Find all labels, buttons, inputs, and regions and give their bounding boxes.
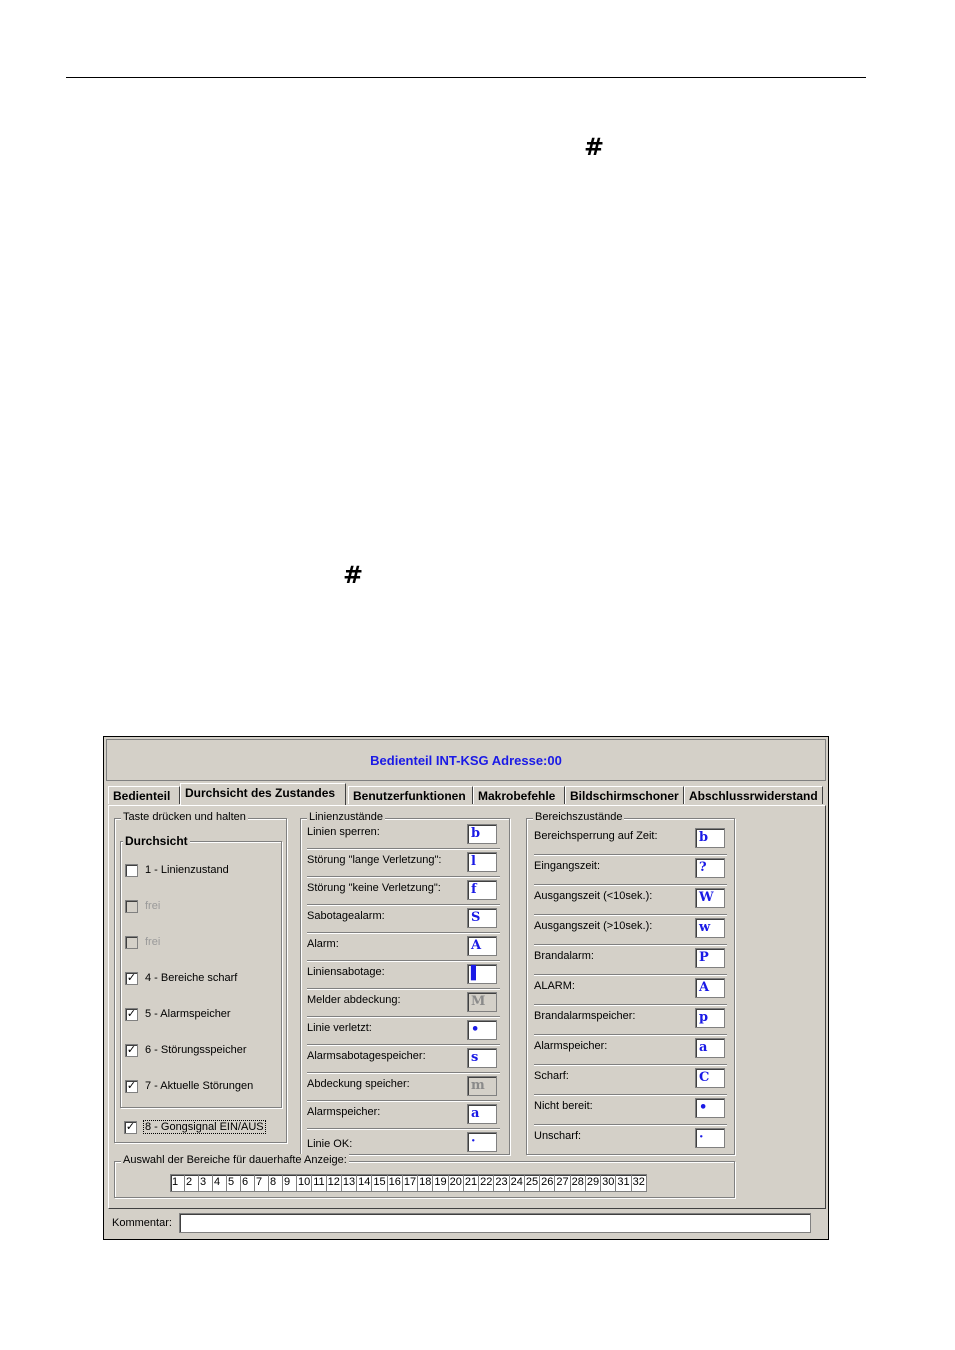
partition-number[interactable]: 15 <box>372 1175 387 1191</box>
partition-number[interactable]: 28 <box>571 1175 586 1191</box>
char-field[interactable]: • <box>467 1020 497 1040</box>
field-label: Alarm: <box>307 938 339 950</box>
keypad-config-window <box>103 736 829 1240</box>
bereich-row <box>534 945 727 975</box>
char-field[interactable]: b <box>695 828 725 848</box>
char-field[interactable]: b <box>467 824 497 844</box>
taste-group-title: Taste drücken und halten <box>123 811 246 823</box>
char-field[interactable]: · <box>695 1128 725 1148</box>
partition-number[interactable]: 32 <box>632 1176 645 1188</box>
header-rule <box>66 77 866 78</box>
partition-number[interactable]: 23 <box>494 1175 509 1191</box>
hash-symbol-middle: # <box>343 561 364 589</box>
field-label: Störung "keine Verletzung": <box>307 882 441 894</box>
partition-number[interactable]: 4 <box>213 1175 227 1191</box>
field-label: Alarmspeicher: <box>534 1040 608 1052</box>
linien-row <box>307 1101 500 1129</box>
char-field[interactable]: · <box>467 1132 497 1152</box>
checkbox-5[interactable]: ✓ <box>126 1007 137 1020</box>
field-label: Scharf: <box>534 1070 569 1082</box>
char-field[interactable]: S <box>467 908 497 928</box>
checkbox-row[interactable] <box>125 970 237 986</box>
checkbox-1[interactable] <box>125 864 138 877</box>
auswahl-title: Auswahl der Bereiche für dauerhafte Anzeige: <box>123 1154 347 1166</box>
field-label: Störung "lange Verletzung": <box>307 854 442 866</box>
tab-makrobefehle[interactable]: Makrobefehle <box>473 786 565 804</box>
linien-row <box>307 1129 500 1157</box>
partition-number[interactable]: 22 <box>479 1175 494 1191</box>
checkbox-row[interactable] <box>125 862 229 878</box>
field-label: Linien sperren: <box>307 826 380 838</box>
char-field[interactable]: A <box>467 936 497 956</box>
char-field[interactable]: f <box>467 880 497 900</box>
tab-panel <box>108 805 826 1209</box>
partition-number[interactable]: 27 <box>555 1175 570 1191</box>
checkbox-row[interactable] <box>125 1042 247 1058</box>
field-label: Alarmspeicher: <box>307 1106 381 1118</box>
char-field[interactable]: a <box>695 1038 725 1058</box>
checkbox-4[interactable]: ✓ <box>126 971 137 984</box>
field-label: Linie OK: <box>307 1138 353 1150</box>
checkbox-label: 4 - Bereiche scharf <box>145 972 238 984</box>
char-field[interactable]: • <box>695 1098 725 1118</box>
checkbox-label: frei <box>145 900 161 912</box>
checkbox-label: frei <box>145 936 161 948</box>
partition-number[interactable]: 21 <box>464 1175 479 1191</box>
partition-number[interactable]: 11 <box>312 1175 326 1191</box>
field-label: Sabotagealarm: <box>307 910 385 922</box>
linien-row <box>307 989 500 1017</box>
durchsicht-group-title: Durchsicht <box>125 834 188 848</box>
partition-number[interactable]: 2 <box>185 1175 199 1191</box>
kommentar-input[interactable] <box>179 1213 811 1233</box>
taste-group <box>114 811 287 1143</box>
checkbox-6[interactable]: ✓ <box>126 1043 137 1056</box>
tab-benutzerfunktionen[interactable]: Benutzerfunktionen <box>348 786 473 804</box>
partition-number[interactable]: 8 <box>269 1175 283 1191</box>
partition-number[interactable]: 1 <box>171 1175 185 1191</box>
char-field[interactable]: l <box>467 852 497 872</box>
partition-number[interactable]: 12 <box>327 1175 342 1191</box>
bereichszustaende-group <box>526 811 735 1155</box>
field-label: Eingangszeit: <box>534 860 601 872</box>
linien-row <box>307 877 500 905</box>
field-label: Ausgangszeit (<10sek.): <box>534 890 653 902</box>
partition-selector[interactable] <box>170 1174 647 1192</box>
field-label: Linie verletzt: <box>307 1022 372 1034</box>
tab-bedienteil[interactable]: Bedienteil <box>108 786 180 804</box>
checkbox-row[interactable] <box>124 1119 265 1135</box>
tab-bildschirmschoner[interactable]: Bildschirmschoner <box>565 786 684 804</box>
bereich-row <box>534 1035 727 1065</box>
checkbox-row <box>125 898 160 914</box>
linien-row <box>307 933 500 961</box>
bereich-row <box>534 1125 727 1155</box>
partition-number[interactable]: 7 <box>255 1175 269 1191</box>
linien-row <box>307 1017 500 1045</box>
partition-number[interactable]: 31 <box>616 1175 631 1191</box>
field-label: Unscharf: <box>534 1130 582 1142</box>
partition-number[interactable]: 29 <box>586 1175 601 1191</box>
partition-number[interactable]: 10 <box>297 1175 312 1191</box>
checkbox-3 <box>125 936 138 949</box>
char-field: M <box>467 992 497 1012</box>
checkbox-label: 7 - Aktuelle Störungen <box>145 1080 254 1092</box>
partition-number[interactable]: 3 <box>199 1175 213 1191</box>
char-field[interactable]: P <box>695 948 725 968</box>
partition-number[interactable]: 25 <box>525 1175 540 1191</box>
field-label: Melder abdeckung: <box>307 994 401 1006</box>
field-label: Brandalarmspeicher: <box>534 1010 636 1022</box>
partition-number[interactable]: 13 <box>342 1175 357 1191</box>
partition-number[interactable]: 24 <box>510 1175 525 1191</box>
checkbox-row <box>125 934 160 950</box>
window-header <box>106 739 826 781</box>
char-field[interactable]: a <box>467 1104 497 1124</box>
partition-number[interactable]: 30 <box>601 1175 616 1191</box>
partition-number[interactable]: 17 <box>403 1175 418 1191</box>
checkbox-gong[interactable]: ✓ <box>125 1120 136 1133</box>
partition-number[interactable]: 9 <box>283 1175 297 1191</box>
bereich-row <box>534 915 727 945</box>
linien-row <box>307 1073 500 1101</box>
hash-symbol-top: # <box>584 133 605 161</box>
bereich-row <box>534 855 727 885</box>
partition-number[interactable]: 18 <box>418 1175 433 1191</box>
linien-row <box>307 961 500 989</box>
linien-row <box>307 1045 500 1073</box>
partition-number[interactable]: 20 <box>449 1175 464 1191</box>
char-field[interactable]: C <box>695 1068 725 1088</box>
auswahl-group <box>114 1154 735 1198</box>
checkbox-label: 5 - Alarmspeicher <box>145 1008 231 1020</box>
char-field[interactable]: W <box>695 888 725 908</box>
bereich-row <box>534 975 727 1005</box>
checkbox-2 <box>125 900 138 913</box>
linienzustaende-group <box>300 811 510 1155</box>
partition-number[interactable]: 16 <box>388 1175 403 1191</box>
partition-number[interactable]: 26 <box>540 1175 555 1191</box>
char-field[interactable]: ▌ <box>467 964 497 984</box>
bereichszustaende-title: Bereichszustände <box>535 811 623 823</box>
bereich-row <box>534 825 727 855</box>
linien-row <box>307 821 500 849</box>
bereich-row <box>534 1005 727 1035</box>
partition-number[interactable]: 6 <box>241 1175 255 1191</box>
partition-number[interactable]: 14 <box>357 1175 372 1191</box>
partition-number[interactable]: 19 <box>433 1175 448 1191</box>
field-label: Abdeckung speicher: <box>307 1078 410 1090</box>
field-label: Nicht bereit: <box>534 1100 593 1112</box>
field-label: Brandalarm: <box>534 950 594 962</box>
checkbox-row[interactable] <box>125 1006 231 1022</box>
checkbox-label: 1 - Linienzustand <box>145 864 229 876</box>
kommentar-label: Kommentar: <box>112 1217 172 1229</box>
linien-row <box>307 849 500 877</box>
linien-row <box>307 905 500 933</box>
field-label: Bereichsperrung auf Zeit: <box>534 830 658 842</box>
durchsicht-group <box>120 834 282 1108</box>
char-field[interactable]: s <box>467 1048 497 1068</box>
checkbox-7[interactable]: ✓ <box>126 1079 137 1092</box>
window-title: Bedienteil INT-KSG Adresse:00 <box>370 753 562 768</box>
tab-abschlussrwiderstand[interactable]: Abschlussrwiderstand <box>684 786 823 804</box>
linienzustaende-title: Linienzustände <box>309 811 384 823</box>
partition-number[interactable]: 5 <box>227 1175 241 1191</box>
checkbox-label: 6 - Störungsspeicher <box>145 1044 247 1056</box>
checkbox-label: 8 - Gongsignal EIN/AUS <box>145 1121 264 1133</box>
char-field[interactable]: w <box>695 918 725 938</box>
char-field[interactable]: ? <box>695 858 725 878</box>
field-label: Alarmsabotagespeicher: <box>307 1050 426 1062</box>
bereich-row <box>534 1095 727 1125</box>
field-label: ALARM: <box>534 980 575 992</box>
bereich-row <box>534 885 727 915</box>
char-field[interactable]: p <box>695 1008 725 1028</box>
bereich-row <box>534 1065 727 1095</box>
tab-durchsicht-des-zustandes[interactable]: Durchsicht des Zustandes <box>180 783 346 805</box>
checkbox-row[interactable] <box>125 1078 253 1094</box>
field-label: Liniensabotage: <box>307 966 385 978</box>
char-field: m <box>467 1076 497 1096</box>
char-field[interactable]: A <box>695 978 725 998</box>
field-label: Ausgangszeit (>10sek.): <box>534 920 653 932</box>
